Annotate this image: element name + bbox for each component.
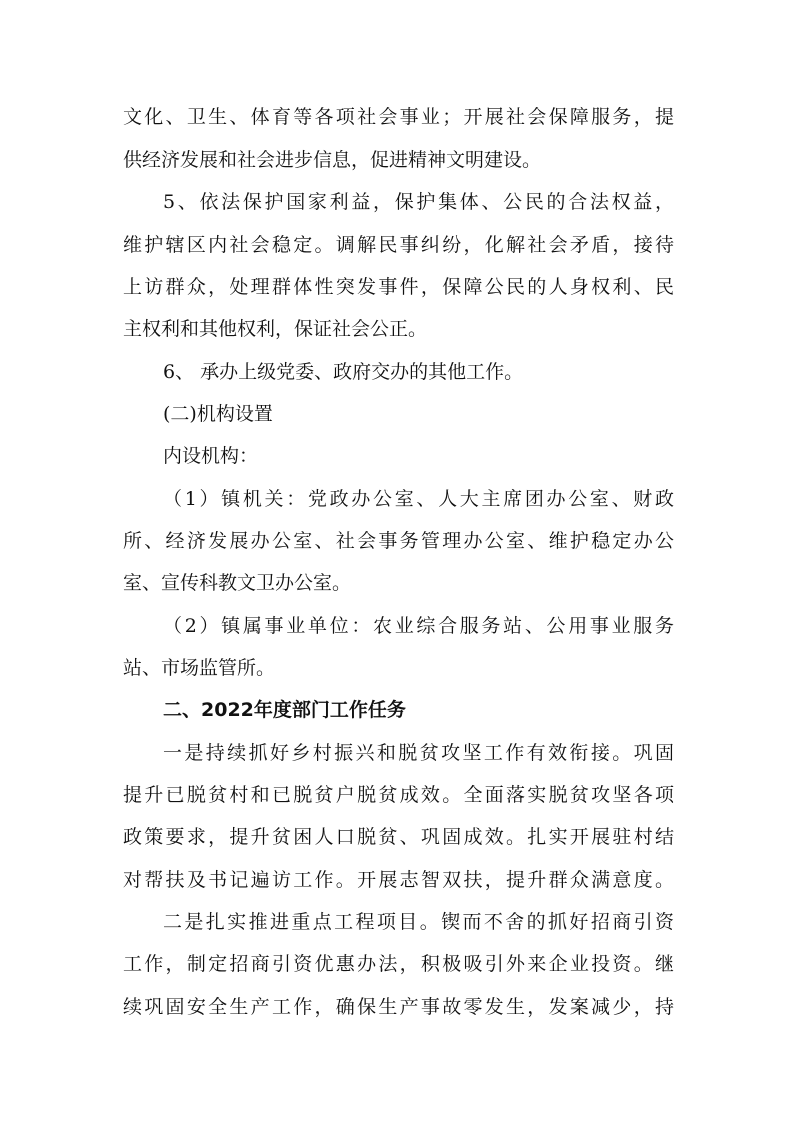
text-line: 所、经济发展办公室、社会事务管理办公室、维护稳定办公 — [123, 530, 674, 552]
text-line: 维护辖区内社会稳定。调解民事纠纷，化解社会矛盾，接待 — [123, 234, 674, 256]
text-line: 续巩固安全生产工作，确保生产事故零发生，发案减少，持 — [123, 996, 674, 1018]
text-line: 工作，制定招商引资优惠办法，积极吸引外来企业投资。继 — [123, 953, 674, 975]
text-line: 站、市场监管所。 — [123, 657, 276, 679]
chapter-heading: 二、2022年度部门工作任务 — [163, 699, 406, 721]
text-line: （1）镇机关：党政办公室、人大主席团办公室、财政 — [163, 488, 674, 510]
text-line: 5、依法保护国家利益，保护集体、公民的合法权益， — [163, 191, 674, 213]
text-line: 提升已脱贫村和已脱贫户脱贫成效。全面落实脱贫攻坚各项 — [123, 784, 674, 806]
text-line: 政策要求，提升贫困人口脱贫、巩固成效。扎实开展驻村结 — [123, 826, 674, 848]
text-line: 6、 承办上级党委、政府交办的其他工作。 — [163, 361, 524, 383]
text-line: 文化、卫生、体育等各项社会事业；开展社会保障服务，提 — [123, 106, 674, 128]
text-line: 室、宣传科教文卫办公室。 — [123, 572, 352, 594]
text-line: 二是扎实推进重点工程项目。锲而不舍的抓好招商引资 — [163, 911, 674, 933]
text-line: 主权利和其他权利，保证社会公正。 — [123, 318, 428, 340]
text-line: 一是持续抓好乡村振兴和脱贫攻坚工作有效衔接。巩固 — [163, 742, 674, 764]
text-line: 内设机构： — [163, 445, 259, 467]
text-line: 供经济发展和社会进步信息，促进精神文明建设。 — [123, 149, 542, 171]
text-line: 上访群众，处理群体性突发事件，保障公民的人身权利、民 — [123, 276, 674, 298]
text-line: 对帮扶及书记遍访工作。开展志智双扶，提升群众满意度。 — [123, 869, 674, 891]
text-line: （2）镇属事业单位：农业综合服务站、公用事业服务 — [163, 615, 674, 637]
section-heading: (二)机构设置 — [163, 403, 273, 425]
